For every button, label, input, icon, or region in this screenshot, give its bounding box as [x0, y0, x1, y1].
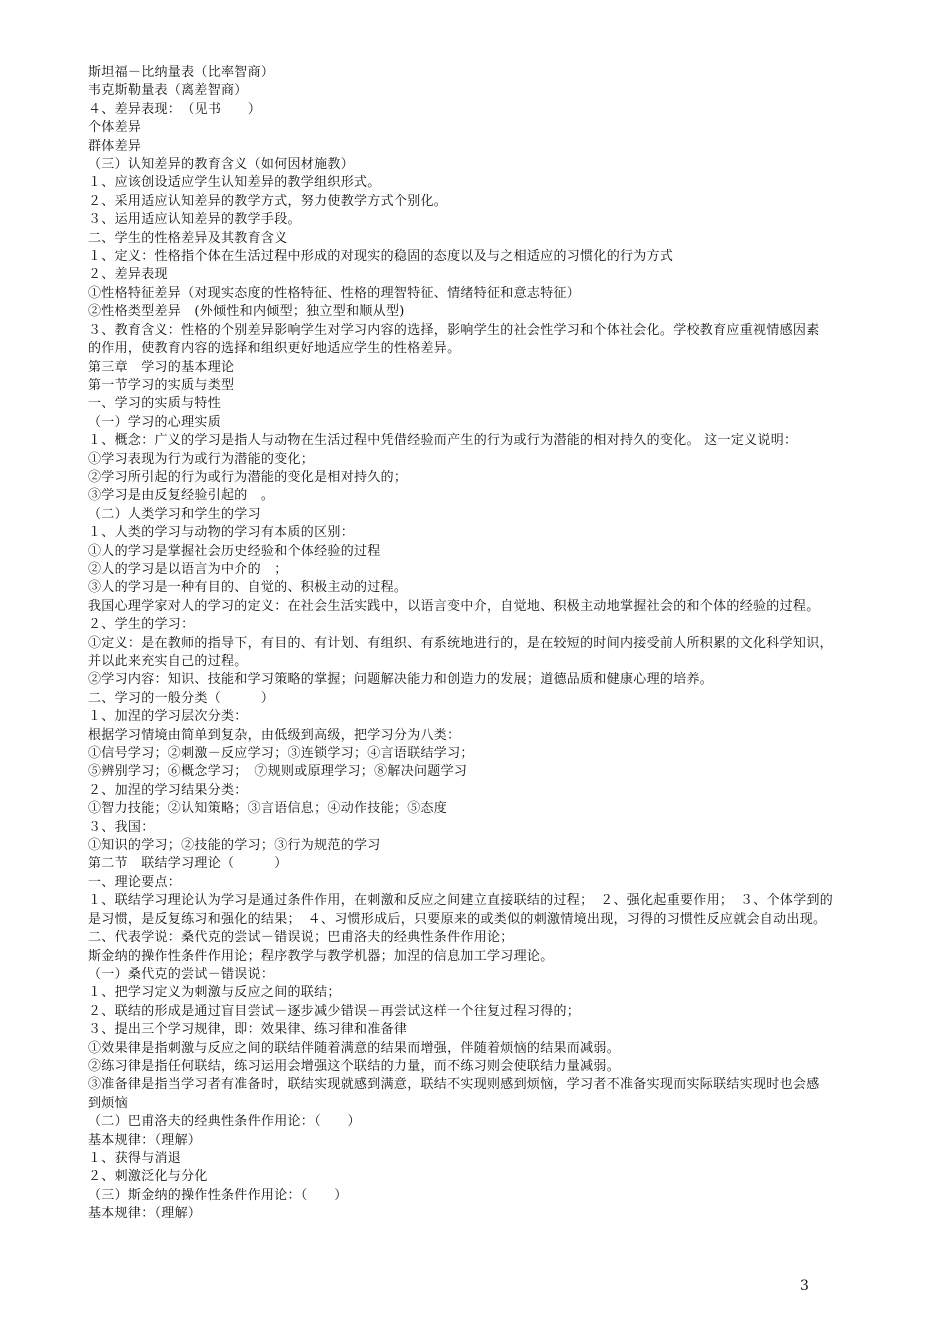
- text-line: 二、学习的一般分类（ ）: [88, 690, 275, 706]
- text-line: 并以此来充实自己的过程。: [88, 654, 248, 669]
- text-line: ⑤辨别学习；⑥概念学习； ⑦规则或原理学习；⑧解决问题学习: [88, 764, 468, 780]
- text-line: ２、差异表现: [88, 267, 168, 283]
- text-line: 我国心理学家对人的学习的定义：在社会生活实践中，以语言变中介，自觉地、积极主动地掌握社会的和个体的经验的过程。: [88, 598, 820, 614]
- text-line: ３、运用适应认知差异的教学手段。: [88, 212, 301, 228]
- text-line: 二、学生的性格差异及其教育含义: [88, 230, 288, 246]
- text-line: ２、加涅的学习结果分类：: [88, 782, 248, 798]
- text-line: ②学习所引起的行为或行为潜能的变化是相对持久的；: [88, 469, 408, 485]
- text-line: ①效果律是指刺激与反应之间的联结伴随着满意的结果而增强，伴随着烦恼的结果而减弱。: [88, 1040, 621, 1056]
- text-line: ②练习律是指任何联结，练习运用会增强这个联结的力量，而不练习则会使联结力量减弱。: [88, 1058, 621, 1074]
- text-line: ①定义：是在教师的指导下，有目的、有计划、有组织、有系统地进行的，是在较短的时间内接受前人所积累的文化科学知识，: [88, 635, 833, 651]
- page-number: 3: [800, 1278, 809, 1294]
- text-line: 韦克斯勒量表（离差智商）: [88, 83, 248, 99]
- text-line: （二）巴甫洛夫的经典性条件作用论：（ ）: [88, 1114, 361, 1130]
- text-line: ４、差异表现： （见书 ）: [88, 101, 262, 117]
- text-line: （二）人类学习和学生的学习: [88, 506, 261, 522]
- text-line: 群体差异: [88, 138, 142, 154]
- text-line: ３、提出三个学习规律，即：效果律、练习律和准备律: [88, 1022, 408, 1038]
- text-line: ③准备律是指当学习者有准备时，联结实现就感到满意，联结不实现则感到烦恼，学习者不准备实现而实际联结实现时也会感: [88, 1077, 820, 1093]
- text-line: 基本规律：（理解）: [88, 1206, 202, 1222]
- text-line: １、把学习定义为刺激与反应之间的联结；: [88, 985, 341, 1001]
- text-line: １、获得与消退: [88, 1150, 182, 1166]
- text-line: １、应该创设适应学生认知差异的教学组织形式。: [88, 175, 381, 191]
- text-line: ２、联结的形成是通过盲目尝试－逐步减少错误－再尝试这样一个往复过程习得的；: [88, 1003, 581, 1019]
- text-line: ①性格特征差异（对现实态度的性格特征、性格的理智特征、情绪特征和意志特征）: [88, 285, 581, 301]
- text-line: ①人的学习是掌握社会历史经验和个体经验的过程: [88, 543, 381, 559]
- text-line: ２、采用适应认知差异的教学方式，努力使教学方式个别化。: [88, 193, 448, 209]
- text-line: １、概念：广义的学习是指人与动物在生活过程中凭借经验而产生的行为或行为潜能的相对持久的变化。 这一定义说明：: [88, 433, 798, 449]
- text-line: 个体差异: [88, 120, 142, 136]
- text-line: ②学习内容：知识、技能和学习策略的掌握；问题解决能力和创造力的发展；道德品质和健康心理的培养。: [88, 672, 714, 688]
- text-line: （一）桑代克的尝试－错误说：: [88, 966, 275, 982]
- text-line: ３、教育含义：性格的个别差异影响学生对学习内容的选择，影响学生的社会性学习和个体社会化。学校教育应重视情感因素: [88, 322, 820, 338]
- text-line: ３、我国：: [88, 819, 155, 835]
- text-line: 一、理论要点：: [88, 874, 182, 890]
- text-line: １、定义：性格指个体在生活过程中形成的对现实的稳固的态度以及与之相适应的习惯化的行为方式: [88, 249, 674, 265]
- text-line: （一）学习的心理实质: [88, 414, 222, 430]
- page-body: [88, 64, 888, 1224]
- text-line: 斯坦福－比纳量表（比率智商）: [88, 65, 275, 80]
- text-line: ③学习是由反复经验引起的 。: [88, 488, 275, 504]
- text-line: （三）认知差异的教育含义（如何因材施教）: [88, 157, 355, 173]
- text-line: 的作用，使教育内容的选择和组织更好地适应学生的性格差异。: [88, 341, 461, 357]
- text-line: ①学习表现为行为或行为潜能的变化；: [88, 451, 315, 467]
- text-line: ②性格类型差异 (外倾性和内倾型；独立型和顺从型): [88, 304, 405, 320]
- text-line: ①知识的学习；②技能的学习；③行为规范的学习: [88, 838, 381, 854]
- text-line: 斯金纳的操作性条件作用论；程序教学与教学机器；加涅的信息加工学习理论。: [88, 948, 554, 964]
- text-line: ①智力技能；②认知策略；③言语信息；④动作技能；⑤态度: [88, 801, 448, 817]
- text-line: 到烦恼: [88, 1095, 128, 1111]
- text-line: （三）斯金纳的操作性条件作用论：（ ）: [88, 1187, 348, 1203]
- text-line: 一、学习的实质与特性: [88, 396, 222, 412]
- text-line: ２、学生的学习：: [88, 617, 195, 633]
- text-line: 第一节学习的实质与类型: [88, 377, 235, 393]
- text-line: １、加涅的学习层次分类：: [88, 709, 248, 725]
- text-line: ③人的学习是一种有目的、自觉的、积极主动的过程。: [88, 580, 408, 596]
- text-line: ②人的学习是以语言为中介的 ；: [88, 561, 288, 577]
- text-line: 是习惯，是反复练习和强化的结果； ４、习惯形成后，只要原来的或类似的刺激情境出现，习得的习惯性反应就会自动出现。: [88, 911, 827, 927]
- text-line: １、联结学习理论认为学习是通过条件作用，在刺激和反应之间建立直接联结的过程； ２、强化起重要作用； ３、个体学到的: [88, 893, 834, 909]
- text-line: 第三章 学习的基本理论: [88, 359, 235, 375]
- text-line: ２、刺激泛化与分化: [88, 1169, 208, 1185]
- text-line: 二、代表学说：桑代克的尝试－错误说；巴甫洛夫的经典性条件作用论；: [88, 930, 514, 946]
- text-line: １、人类的学习与动物的学习有本质的区别：: [88, 525, 355, 541]
- text-line: 根据学习情境由简单到复杂，由低级到高级，把学习分为八类：: [88, 727, 461, 743]
- text-line: 第二节 联结学习理论（ ）: [88, 856, 288, 872]
- text-line: ①信号学习；②刺激－反应学习；③连锁学习；④言语联结学习；: [88, 746, 474, 762]
- text-line: 基本规律：（理解）: [88, 1132, 202, 1148]
